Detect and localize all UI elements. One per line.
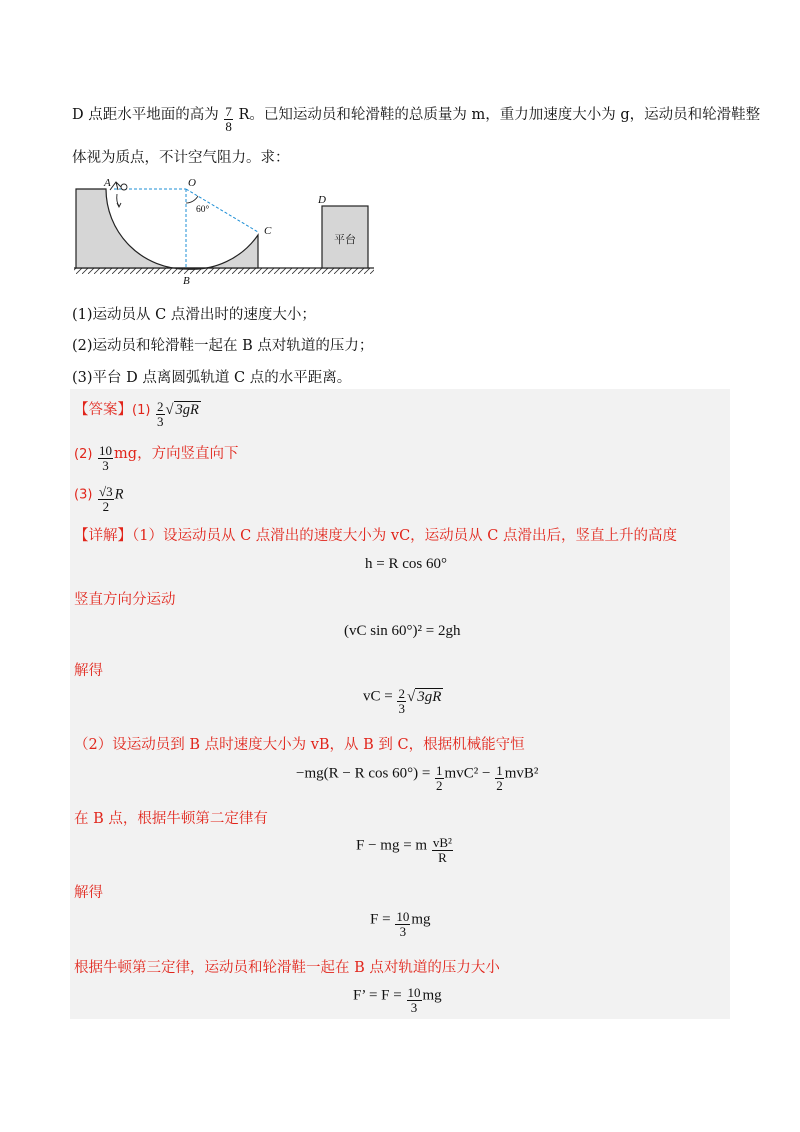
label-B: B bbox=[183, 275, 190, 287]
answer-3-fraction bbox=[98, 485, 114, 513]
question-2: (2)运动员和轮滑鞋一起在 B 点对轨道的压力； bbox=[72, 338, 374, 354]
equation-5-fraction bbox=[432, 836, 453, 864]
equation-4-fraction-1 bbox=[435, 764, 444, 792]
equation-5-lhs: F − mg = m bbox=[356, 837, 428, 854]
fraction-numerator: 1 bbox=[436, 763, 443, 778]
radicand: 3gR bbox=[175, 401, 199, 418]
radicand: 3gR bbox=[417, 688, 442, 705]
answer-2-fraction bbox=[98, 444, 113, 472]
answer-tag: 【答案】 bbox=[74, 402, 132, 418]
equation-3-lhs: vC = bbox=[363, 688, 393, 705]
answer-2-prefix: (2) bbox=[74, 447, 93, 462]
label-angle: 60° bbox=[196, 205, 210, 215]
fraction-numerator: 2 bbox=[398, 686, 405, 701]
equation-5 bbox=[356, 836, 454, 864]
equation-3-fraction bbox=[397, 687, 406, 715]
fraction-denominator: 3 bbox=[410, 999, 418, 1015]
fraction-denominator: 3 bbox=[102, 458, 109, 473]
fraction-denominator: 3 bbox=[399, 923, 407, 939]
label-D: D bbox=[318, 194, 326, 206]
answer-2-tail: mg，方向竖直向下 bbox=[114, 446, 239, 462]
label-O: O bbox=[188, 177, 196, 189]
fraction-numerator: 2 bbox=[157, 399, 164, 415]
question-1: (1)运动员从 C 点滑出时的速度大小； bbox=[72, 307, 316, 323]
equation-7-fraction bbox=[407, 986, 422, 1014]
fraction-numerator: 1 bbox=[496, 763, 503, 778]
track-diagram bbox=[70, 172, 380, 292]
problem-line-1 bbox=[72, 103, 760, 134]
problem-line-2: 体视为质点，不计空气阻力。求： bbox=[72, 150, 290, 166]
fraction-denominator: 2 bbox=[102, 498, 110, 514]
detail-para-1 bbox=[74, 524, 677, 545]
fraction-denominator: 2 bbox=[436, 777, 443, 793]
equation-6 bbox=[370, 910, 430, 938]
equation-4-lhs: −mg(R − R cos 60°) = bbox=[296, 765, 431, 782]
fraction-denominator: 2 bbox=[496, 777, 503, 793]
problem-line-1-post: R。已知运动员和轮滑鞋的总质量为 m，重力加速度大小为 g，运动员和轮滑鞋整 bbox=[238, 107, 761, 123]
fraction-numerator: 10 bbox=[396, 909, 410, 924]
answer-1-prefix: (1) bbox=[132, 403, 151, 418]
equation-7 bbox=[353, 986, 442, 1014]
detail-para-5: 在 B 点，根据牛顿第二定律有 bbox=[74, 811, 268, 827]
problem-line-1-pre: D 点距水平地面的高为 bbox=[72, 107, 219, 123]
fraction-numerator: 10 bbox=[407, 985, 421, 1000]
answer-3-tail: R bbox=[114, 486, 124, 503]
equation-4-fraction-2 bbox=[495, 764, 504, 792]
equation-7-tail: mg bbox=[422, 987, 442, 1004]
equation-4-term-1: mvC² − bbox=[444, 765, 491, 782]
equation-6-tail: mg bbox=[411, 911, 431, 928]
equation-1: h = R cos 60° bbox=[365, 556, 447, 572]
detail-text-1: （1）设运动员从 C 点滑出的速度大小为 vC，运动员从 C 点滑出后，竖直上升的高度 bbox=[132, 528, 677, 544]
answer-2 bbox=[74, 442, 239, 473]
question-3: (3)平台 D 点离圆弧轨道 C 点的水平距离。 bbox=[72, 370, 352, 386]
equation-4 bbox=[296, 764, 538, 792]
fraction-seven-eighths bbox=[224, 105, 233, 133]
equation-6-lhs: F = bbox=[370, 911, 391, 928]
fraction-numerator: 10 bbox=[99, 443, 113, 459]
detail-tag: 【详解】 bbox=[74, 528, 132, 544]
equation-3 bbox=[363, 687, 443, 715]
equation-2: (vC sin 60°)² = 2gh bbox=[344, 623, 461, 639]
equation-6-fraction bbox=[395, 910, 410, 938]
answer-1-fraction bbox=[156, 400, 165, 428]
answer-3-prefix: (3) bbox=[74, 487, 93, 503]
fraction-denominator: R bbox=[438, 849, 447, 865]
arc-track-block bbox=[76, 189, 258, 269]
detail-para-2: 竖直方向分运动 bbox=[74, 592, 176, 608]
skater-icon bbox=[110, 182, 127, 207]
equation-3-sqrt: √ 3gR bbox=[406, 688, 442, 705]
answer-1-sqrt: √ 3gR bbox=[165, 401, 199, 418]
label-A: A bbox=[104, 177, 111, 189]
fraction-numerator: √3 bbox=[99, 484, 113, 499]
detail-para-6: 解得 bbox=[74, 885, 103, 901]
fraction-numerator: 7 bbox=[225, 104, 232, 120]
answer-1 bbox=[74, 398, 201, 429]
label-C: C bbox=[264, 225, 272, 237]
detail-para-4: （2）设运动员到 B 点时速度大小为 vB，从 B 到 C，根据机械能守恒 bbox=[74, 737, 525, 753]
angle-arc bbox=[186, 196, 198, 203]
answer-3 bbox=[74, 485, 124, 513]
ground-hatch bbox=[74, 268, 374, 274]
label-platform: 平台 bbox=[334, 233, 356, 246]
detail-para-3: 解得 bbox=[74, 663, 103, 679]
fraction-denominator: 3 bbox=[398, 700, 405, 716]
fraction-denominator: 3 bbox=[157, 414, 164, 429]
fraction-numerator: vB² bbox=[432, 835, 452, 850]
detail-para-7: 根据牛顿第三定律，运动员和轮滑鞋一起在 B 点对轨道的压力大小 bbox=[74, 960, 500, 976]
equation-4-term-2: mvB² bbox=[504, 765, 539, 782]
equation-7-lhs: F’ = F = bbox=[353, 987, 402, 1004]
fraction-denominator: 8 bbox=[225, 119, 232, 134]
